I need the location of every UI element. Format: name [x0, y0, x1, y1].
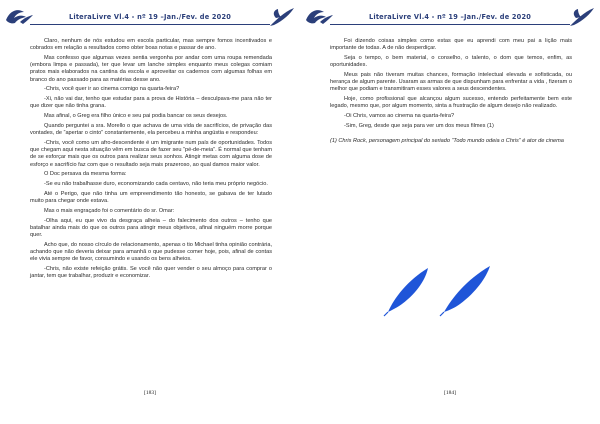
header-title: LiteraLivre Vl.4 - nº 19 –Jan./Fev. de 2020: [68, 13, 232, 21]
paragraph: Mas confesso que algumas vezes sentia vergonha por andar com uma roupa remendada (embora limpa e passada), ter que levar um lanche simples enquanto meus colegas comiam pratos mais elaborados na cantina da escola e aproveitar os cadernos com algumas folhas em branco do ano passado para as matérias desse ano.: [30, 55, 272, 83]
right-page-text: [330, 38, 572, 148]
paragraph: Claro, nenhum de nós estudou em escola particular, mas sempre fomos incentivados e cobrados em relação a resultados como obter boas notas e passar de ano.: [30, 38, 272, 52]
right-page: [300, 0, 600, 424]
paragraph: -Se eu não trabalhasse duro, economizando cada centavo, não teria meu próprio negócio.: [44, 181, 268, 188]
quill-logo-icon: [566, 6, 596, 28]
paragraph: Acho que, do nosso círculo de relacionamento, apenas o tio Michael tinha opinião contrária, achando que não deveria deixar para amanhã o que pudesse comer hoje, pois, afinal de contas ele vivia sempre de favor, consumindo e usando os bens alheios.: [30, 242, 272, 263]
paragraph: Até o Perigo, que não tinha um empreendimento tão honesto, se gabava de ter lutado muito para chegar onde estava.: [30, 191, 272, 205]
feather-right: [440, 266, 490, 316]
paragraph: -Oi Chris, vamos ao cinema na quarta-feira?: [344, 113, 455, 120]
header-divider: [330, 24, 570, 25]
paragraph: -Chris, não existe refeição grátis. Se você não quer vender o seu almoço para comprar o jantar, tem que trabalhar, produzir e economizar.: [30, 266, 272, 280]
paragraph: -Xi, não vai dar, tenho que estudar para a prova de História – desculpava-me para não ter que dizer que não tinha grana.: [30, 96, 272, 110]
page-header: [300, 4, 600, 30]
paragraph: Foi dizendo coisas simples como estas que eu aprendi com meu pai a lição mais importante de todas. A de não desperdiçar.: [330, 38, 572, 52]
header-title: LiteraLivre Vl.4 - nº 19 –Jan./Fev. de 2020: [368, 13, 532, 21]
paragraph: -Sim, Greg, desde que seja para ver um dos meus filmes (1): [344, 123, 494, 129]
page-number: [183]: [144, 390, 156, 396]
left-page-text: [30, 38, 272, 283]
feather-left: [384, 268, 428, 316]
paragraph: Seja o tempo, o bem material, o conselho, o talento, o dom que temos, enfim, as oportunidades.: [330, 55, 572, 69]
header-divider: [30, 24, 270, 25]
paragraph: -Olha aqui, eu que vivo da desgraça alheia – do falecimento dos outros – tenho que batalhar ainda mais do que os outros para atingir meus objetivos, afinal ninguém morre porque quer.: [30, 217, 272, 239]
feather-quill-icon: [380, 258, 500, 318]
paragraph: O Doc persava da mesma forma:: [44, 171, 127, 178]
page-number: [184]: [444, 390, 456, 396]
footnote: (1) Chris Rock, personagem principal do seriado “Todo mundo odeia o Chris” é ator de cinema: [330, 138, 564, 145]
paragraph: Mas afinal, o Greg era filho único e seu pai podia bancar os seus desejos.: [44, 113, 228, 120]
quill-logo-icon: [266, 6, 296, 28]
paragraph: Meus pais não tiveram muitas chances, formação intelectual elevada e sofisticada, ou herança de algum parente. Usaram as armas de que dispunham para enfrentar a vida , fizeram o melhor que podiam e transmitiram esses valores a seus descendentes.: [330, 72, 572, 93]
paragraph: Hoje, como profissional que alcançou algum sucesso, entendo perfeitamente bem este legado, mesmo que, por algum momento, sinta a frustração de algum desejo não realizado.: [330, 96, 572, 110]
paragraph: Quando perguntei a sra. Morello o que achava de uma vida de sacrifícios, de privação das vontades, de “apertar o cinto” constantemente, ela percebeu a minha angústia e respondeu:: [30, 123, 272, 137]
paragraph: Mas o mais engraçado foi o comentário do sr. Omar:: [44, 208, 175, 214]
paragraph: -Chris, você quer ir ao cinema comigo na quarta-feira?: [44, 86, 180, 93]
page-header: [0, 4, 300, 30]
paragraph: -Chris, você como um afro-descendente é um imigrante num país de oportunidades. Todos que chegam aqui nesta situação vêm em busca de fazer seu “pé-de-meia”. É normal que tenham de se esforçar mais que os outros para realizar seus sonhos. Atingir metas com alguma dose de esforço e sacrifício faz com que o resultado seja mais prazeroso, ao qual damos maior valor.: [30, 140, 272, 168]
